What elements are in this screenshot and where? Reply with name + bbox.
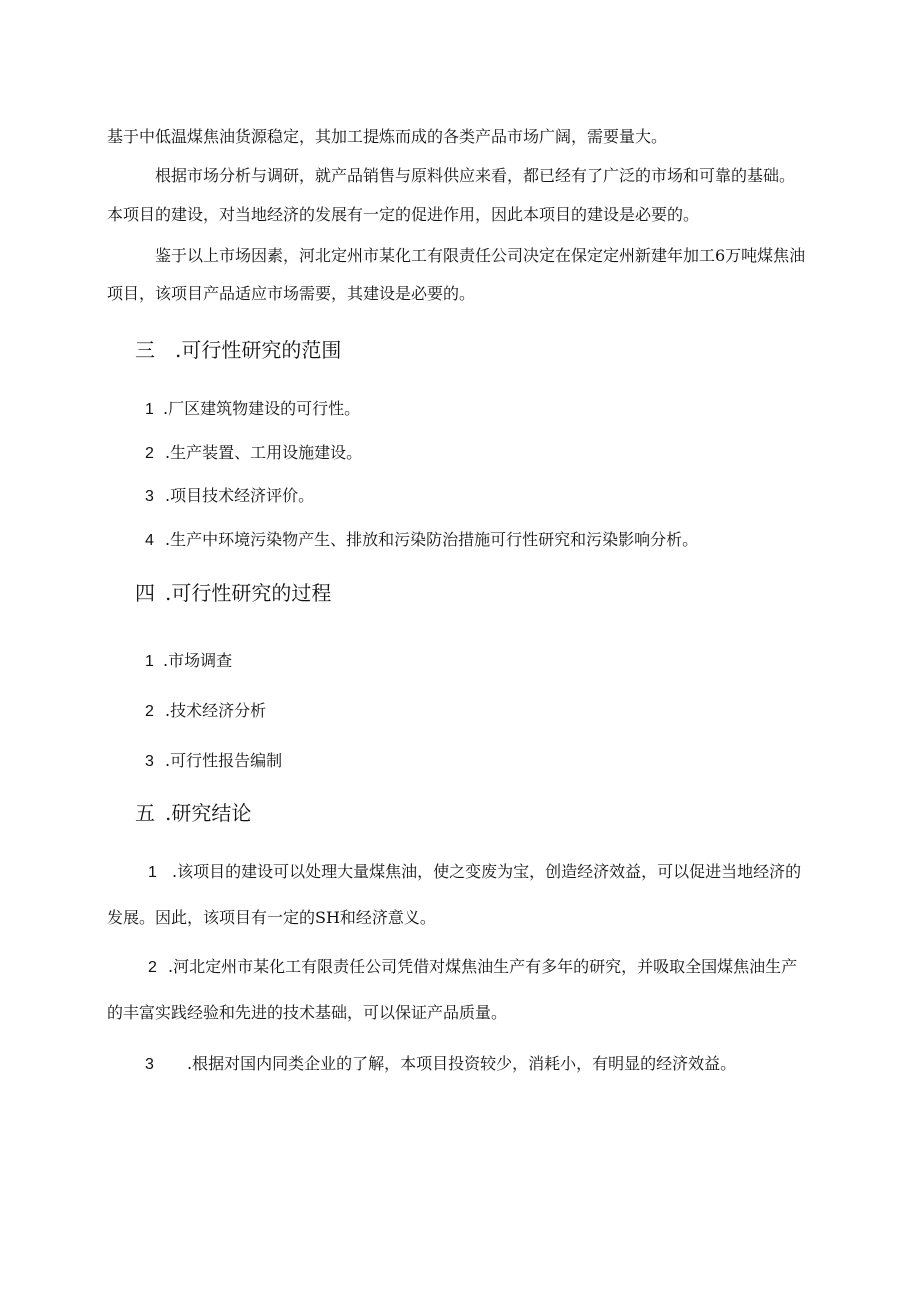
list-item-text: .厂区建筑物建设的可行性。: [163, 399, 361, 418]
paragraph-line: 项目，该项目产品适应市场需要，其建设是必要的。: [107, 284, 476, 303]
list-item-number: 2: [145, 445, 154, 462]
list-item-number: 2: [145, 703, 154, 720]
conclusion-line: [148, 957, 797, 978]
conclusion-text: .河北定州市某化工有限责任公司凭借对煤焦油生产有多年的研究，并吸取全国煤焦油生产: [168, 957, 798, 976]
paragraph-line: 鉴于以上市场因素，河北定州市某化工有限责任公司决定在保定定州新建年加工6万吨煤焦油: [155, 246, 806, 265]
list-item: [145, 530, 698, 551]
section-number: 四: [135, 581, 155, 605]
list-item: [145, 701, 266, 722]
list-item-text: .生产装置、工用设施建设。: [165, 443, 363, 462]
list-item: [145, 443, 362, 464]
section-heading: [135, 338, 341, 362]
conclusion-number: 3: [145, 1056, 154, 1073]
list-item-number: 3: [145, 488, 154, 505]
list-item-number: 1: [145, 653, 154, 670]
conclusion-number: 1: [148, 864, 157, 881]
section-title: .可行性研究的范围: [175, 338, 342, 362]
conclusion-text: .该项目的建设可以处理大量煤焦油，使之变废为宝，创造经济效益，可以促进当地经济的: [172, 862, 802, 881]
paragraph-line: 根据市场分析与调研，就产品销售与原料供应来看，都已经有了广泛的市场和可靠的基础。: [155, 166, 796, 185]
section-heading: [135, 801, 251, 825]
list-item-text: .市场调查: [163, 651, 233, 670]
section-title: .可行性研究的过程: [165, 581, 332, 605]
section-title: .研究结论: [165, 801, 252, 825]
section-number: 五: [135, 801, 155, 825]
list-item-text: .技术经济分析: [165, 701, 267, 720]
list-item: [145, 751, 282, 772]
conclusion-line: 发展。因此，该项目有一定的SH和经济意义。: [107, 908, 436, 927]
conclusion-number: 2: [148, 959, 157, 976]
list-item-text: .可行性报告编制: [165, 751, 283, 770]
paragraph-line: 本项目的建设，对当地经济的发展有一定的促进作用，因此本项目的建设是必要的。: [107, 205, 700, 224]
list-item-text: .生产中环境污染物产生、排放和污染防治措施可行性研究和污染影响分析。: [165, 530, 699, 549]
conclusion-line: [145, 1054, 736, 1075]
conclusion-text: .根据对国内同类企业的了解，本项目投资较少，消耗小，有明显的经济效益。: [187, 1054, 737, 1073]
conclusion-line: [148, 862, 801, 883]
list-item-number: 3: [145, 753, 154, 770]
list-item: [145, 651, 232, 672]
list-item: [145, 399, 360, 420]
list-item-text: .项目技术经济评价。: [165, 486, 315, 505]
section-heading: [135, 581, 331, 605]
paragraph-line: 基于中低温煤焦油货源稳定，其加工提炼而成的各类产品市场广阔，需要量大。: [107, 127, 668, 146]
section-number: 三: [135, 338, 155, 362]
list-item-number: 4: [145, 532, 154, 549]
list-item-number: 1: [145, 401, 154, 418]
list-item: [145, 486, 314, 507]
conclusion-line: 的丰富实践经验和先进的技术基础，可以保证产品质量。: [107, 1003, 508, 1022]
